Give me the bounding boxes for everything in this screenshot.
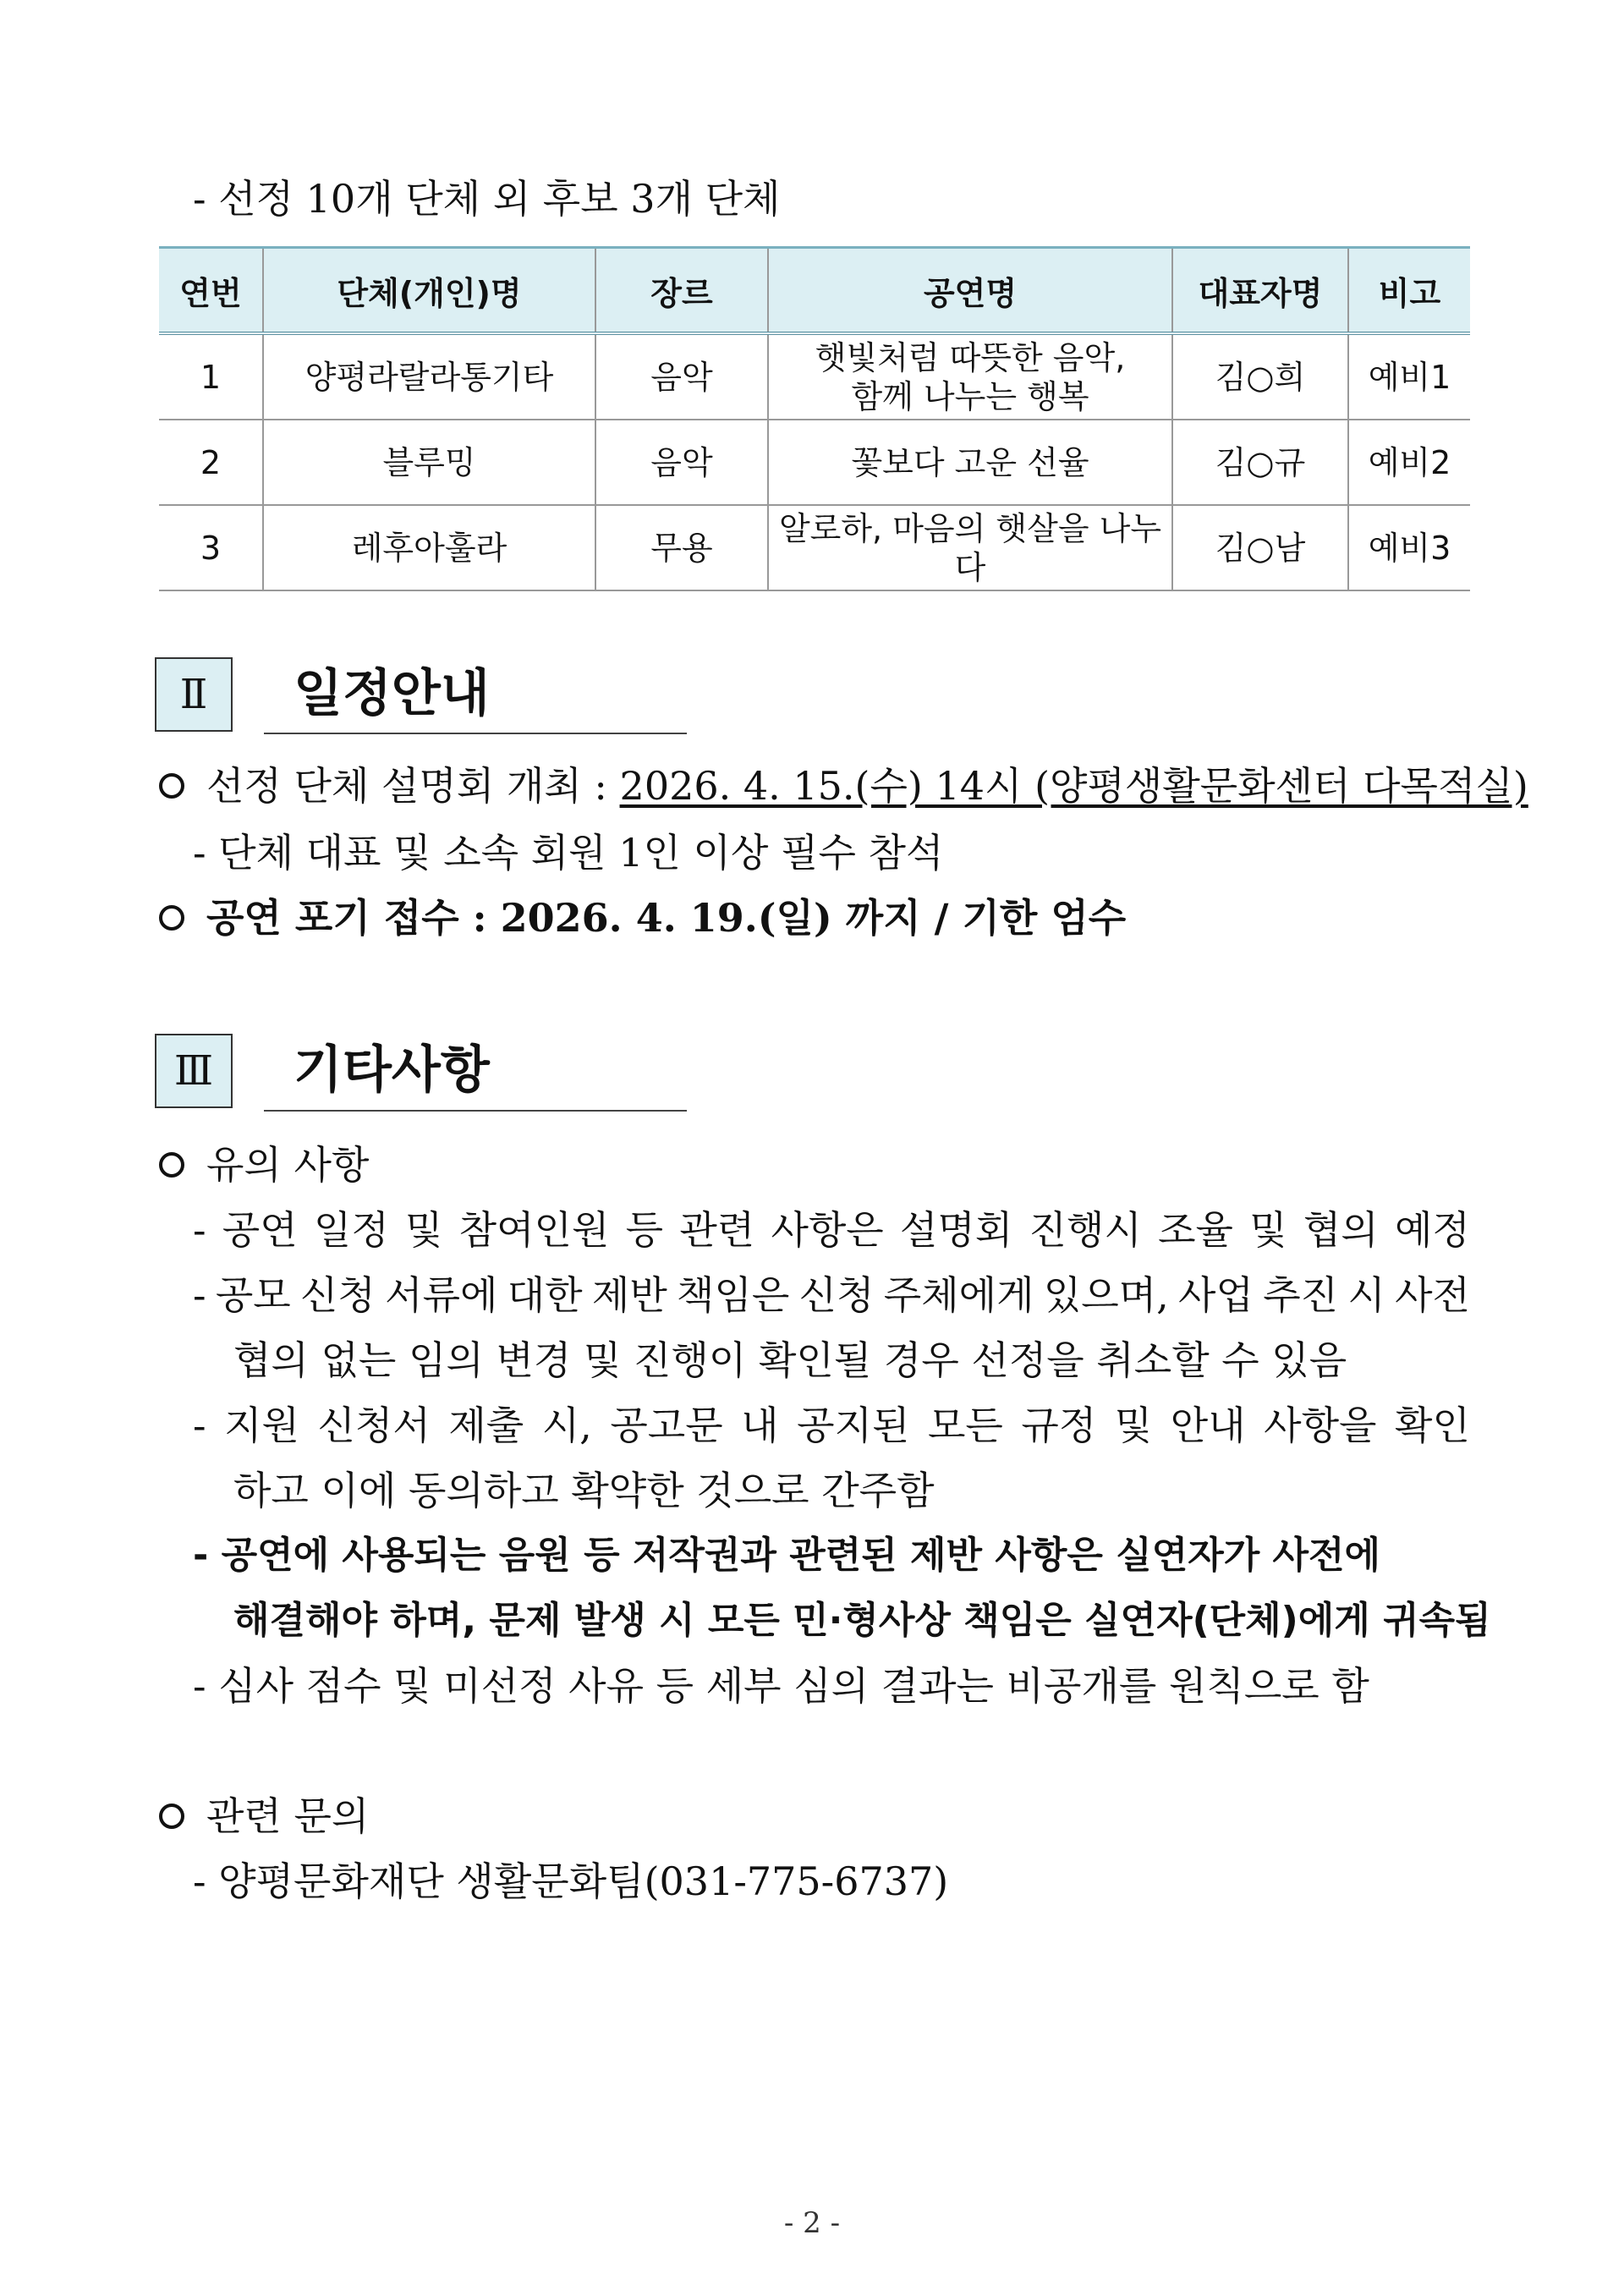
cell-name: 블루밍 [263, 420, 595, 505]
intro-line: - 선정 10개 단체 외 후보 3개 단체 [193, 176, 781, 222]
cell-title: 알로하, 마음의 햇살을 나누다 [768, 505, 1172, 590]
note-line: 하고 이에 동의하고 확약한 것으로 간주함 [233, 1468, 935, 1513]
note-line-bold: - 공연에 사용되는 음원 등 저작권과 관련된 제반 사항은 실연자가 사전에 [193, 1534, 1381, 1577]
cell-title-line: 함께 나누는 행복 [851, 377, 1089, 415]
header-no: 연번 [159, 248, 263, 334]
schedule-item-1-prefix: 선정 단체 설명회 개최 : [206, 763, 620, 809]
cell-genre: 음악 [595, 333, 768, 420]
cell-no: 2 [159, 420, 263, 505]
section3-numeral: Ⅲ [173, 1047, 214, 1095]
circle-bullet-icon [159, 905, 184, 931]
schedule-item-1-date: 2026. 4. 15.(수) 14시 (양평생활문화센터 다목적실) [619, 763, 1528, 809]
note-line: - 공모 신청 서류에 대한 제반 책임은 신청 주체에게 있으며, 사업 추진 시 사전 [193, 1272, 1470, 1318]
section2-title: 일정안내 [294, 664, 490, 723]
cell-rep: 김○남 [1172, 505, 1348, 590]
circle-bullet-icon [159, 1152, 184, 1178]
schedule-item-2-text: 공연 포기 접수 : 2026. 4. 19.(일) 까지 / 기한 엄수 [206, 895, 1127, 941]
cell-note: 예비1 [1348, 333, 1470, 420]
section2-rule [264, 733, 687, 734]
header-genre: 장르 [595, 248, 768, 334]
note-line: 협의 없는 임의 변경 및 진행이 확인될 경우 선정을 취소할 수 있음 [233, 1337, 1347, 1383]
cell-name: 양평라랄라통기타 [263, 333, 595, 420]
notes-heading-text: 유의 사항 [206, 1142, 370, 1188]
cell-name: 레후아훌라 [263, 505, 595, 590]
contact-heading [159, 1791, 369, 1842]
section3-title: 기타사항 [294, 1040, 490, 1100]
table-row [159, 333, 1470, 420]
contact-line: - 양평문화재단 생활문화팀(031-775-6737) [193, 1859, 949, 1904]
header-title: 공연명 [768, 248, 1172, 334]
section2-numeral-box [155, 657, 233, 732]
note-line-bold: 해결해야 하며, 문제 발생 시 모든 민·형사상 책임은 실연자(단체)에게 귀속됨 [233, 1599, 1491, 1642]
cell-title: 꽃보다 고운 선율 [768, 420, 1172, 505]
circle-bullet-icon [159, 1804, 184, 1829]
header-name: 단체(개인)명 [263, 248, 595, 334]
section3-numeral-box [155, 1034, 233, 1108]
schedule-item-1-sub: - 단체 대표 및 소속 회원 1인 이상 필수 참석 [193, 830, 944, 876]
notes-heading [159, 1139, 369, 1190]
section2-numeral: Ⅱ [179, 671, 208, 718]
cell-no: 1 [159, 333, 263, 420]
cell-no: 3 [159, 505, 263, 590]
table-row [159, 420, 1470, 505]
cell-genre: 음악 [595, 420, 768, 505]
table-row [159, 505, 1470, 590]
contact-heading-text: 관련 문의 [206, 1793, 370, 1839]
note-line: - 공연 일정 및 참여인원 등 관련 사항은 설명회 진행시 조율 및 협의 예정 [193, 1207, 1470, 1253]
cell-note: 예비3 [1348, 505, 1470, 590]
header-rep: 대표자명 [1172, 248, 1348, 334]
schedule-item-1 [159, 760, 1528, 811]
cell-note: 예비2 [1348, 420, 1470, 505]
header-note: 비고 [1348, 248, 1470, 334]
cell-genre: 무용 [595, 505, 768, 590]
cell-rep: 김○희 [1172, 333, 1348, 420]
circle-bullet-icon [159, 773, 184, 799]
note-line: - 심사 점수 및 미선정 사유 등 세부 심의 결과는 비공개를 원칙으로 함 [193, 1663, 1369, 1709]
section3-rule [264, 1110, 687, 1112]
table-header-row [159, 248, 1470, 334]
cell-title-line: 햇빛처럼 따뜻한 음악, [815, 338, 1126, 376]
selection-table [159, 246, 1470, 591]
cell-rep: 김○규 [1172, 420, 1348, 505]
cell-title [768, 333, 1172, 420]
schedule-item-2 [159, 892, 1126, 943]
note-line: - 지원 신청서 제출 시, 공고문 내 공지된 모든 규정 및 안내 사항을 확인 [193, 1403, 1470, 1448]
page-number: - 2 - [783, 2206, 841, 2240]
